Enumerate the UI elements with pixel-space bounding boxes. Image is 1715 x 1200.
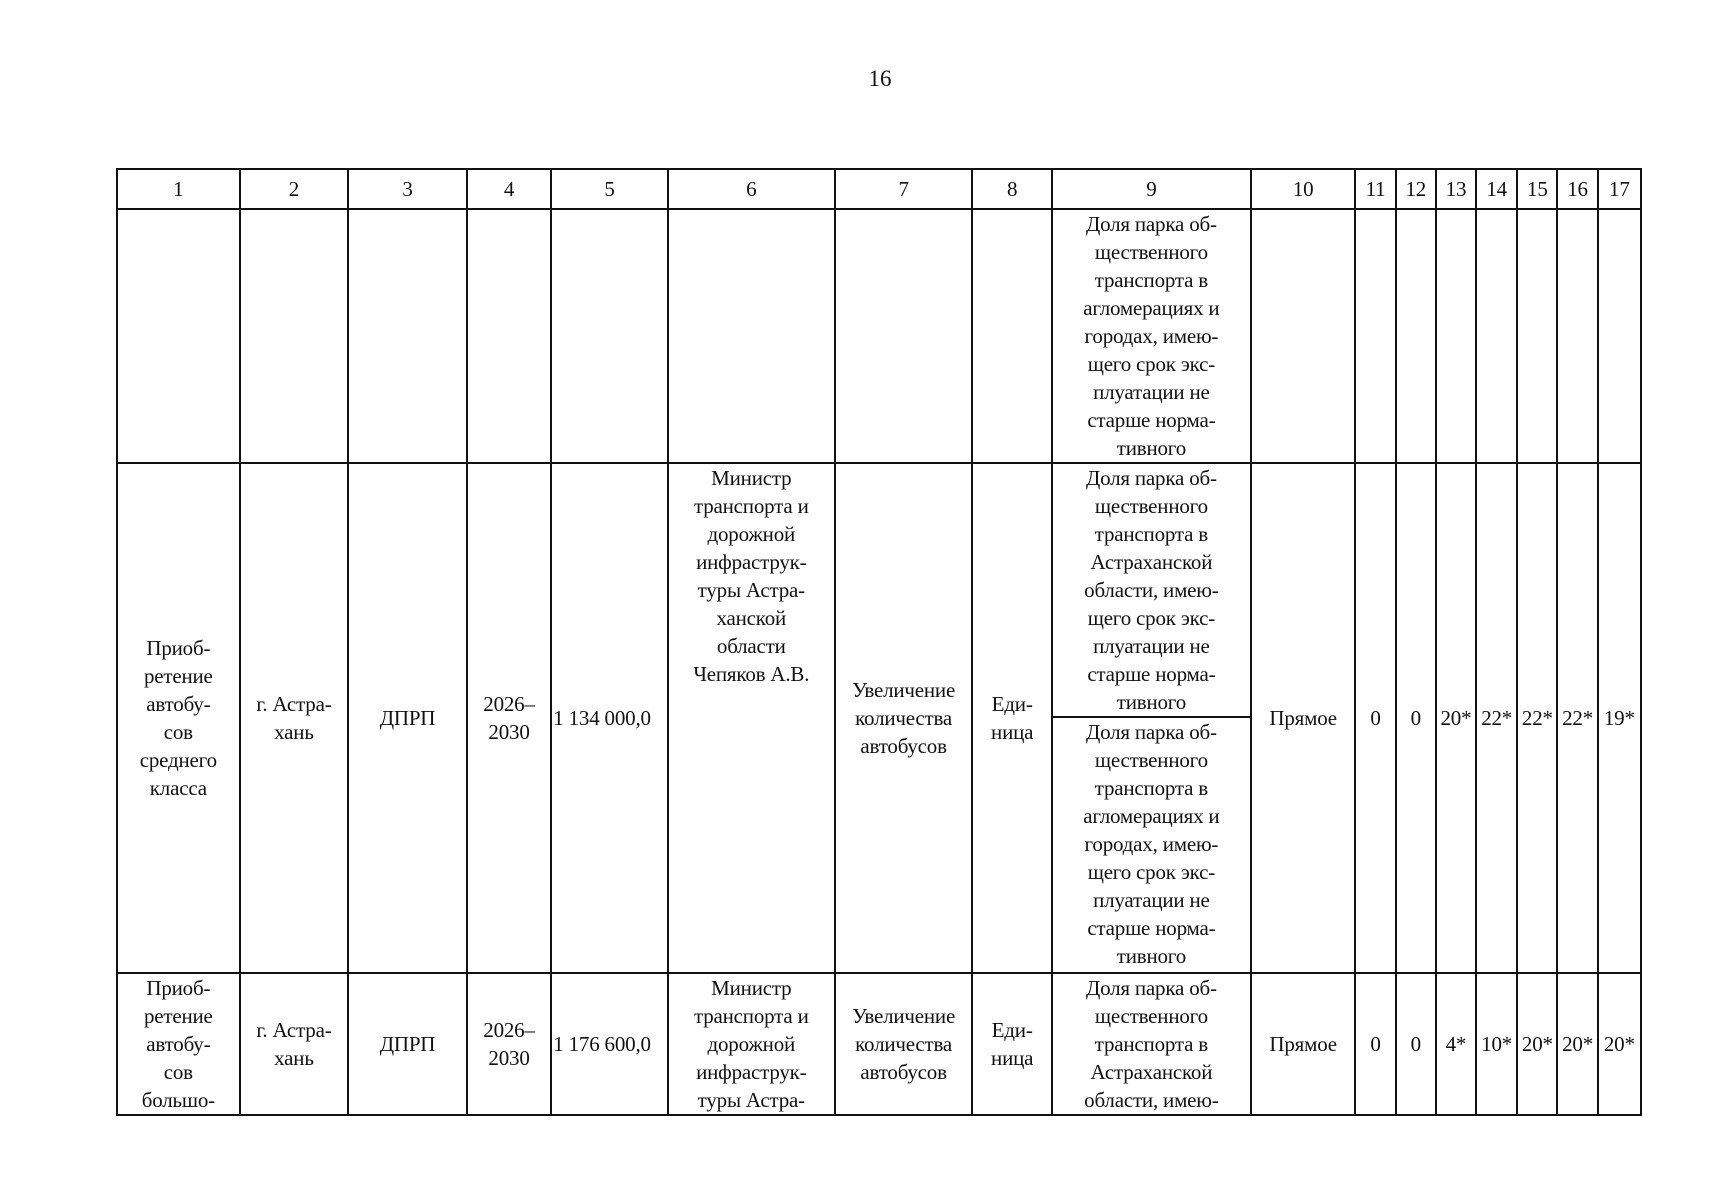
measures-table	[116, 168, 1642, 1116]
column-header: 16	[1557, 169, 1597, 209]
table-cell	[117, 209, 240, 463]
column-header: 5	[551, 169, 668, 209]
responsible-cell: Министр транспорта и дорожной инфраструк- туры Астра- ханской области Чепяков А.В.	[668, 463, 835, 973]
column-header: 15	[1517, 169, 1557, 209]
period-cell: 2026– 2030	[467, 463, 551, 973]
column-header: 7	[835, 169, 973, 209]
indicator-cell: Доля парка об- щественного транспорта в агломерациях и городах, имею- щего срок экс- плуатации не старше норма- тивного	[1052, 209, 1251, 463]
table-cell	[551, 209, 668, 463]
column-header: 3	[348, 169, 467, 209]
location-cell: г. Астра- хань	[240, 973, 349, 1115]
column-header: 10	[1251, 169, 1356, 209]
table-cell	[1517, 209, 1557, 463]
value-cell: 22*	[1557, 463, 1597, 973]
table-row	[117, 463, 1641, 717]
indicator-cell: Доля парка об- щественного транспорта в агломерациях и городах, имею- щего срок экс- плуатации не старше норма- тивного	[1052, 717, 1251, 973]
value-cell: 20*	[1436, 463, 1476, 973]
amount-cell: 1 134 000,0	[551, 463, 668, 973]
executor-cell: ДПРП	[348, 973, 467, 1115]
link-type-cell: Прямое	[1251, 973, 1356, 1115]
table-cell	[972, 209, 1051, 463]
column-header: 2	[240, 169, 349, 209]
column-header: 4	[467, 169, 551, 209]
table-cell	[240, 209, 349, 463]
column-header: 9	[1052, 169, 1251, 209]
table-cell	[1476, 209, 1517, 463]
value-cell: 0	[1396, 463, 1436, 973]
value-cell: 4*	[1436, 973, 1476, 1115]
event-cell: Приоб- ретение автобу- сов большо-	[117, 973, 240, 1115]
indicator-cell: Доля парка об- щественного транспорта в Астраханской области, имею- щего срок экс- плуатации не старше норма- тивного	[1052, 463, 1251, 717]
table-cell	[1598, 209, 1641, 463]
table-row	[117, 973, 1641, 1115]
column-header: 11	[1355, 169, 1395, 209]
table-cell	[1251, 209, 1356, 463]
value-cell: 20*	[1557, 973, 1597, 1115]
event-cell: Приоб- ретение автобу- сов среднего класса	[117, 463, 240, 973]
location-cell: г. Астра- хань	[240, 463, 349, 973]
result-cell: Увеличение количества автобусов	[835, 973, 973, 1115]
table-cell	[668, 209, 835, 463]
table-cell	[1436, 209, 1476, 463]
value-cell: 0	[1355, 973, 1395, 1115]
header-row	[117, 169, 1641, 209]
value-cell: 0	[1355, 463, 1395, 973]
table-cell	[1557, 209, 1597, 463]
column-header: 14	[1476, 169, 1517, 209]
table-cell	[467, 209, 551, 463]
executor-cell: ДПРП	[348, 463, 467, 973]
value-cell: 19*	[1598, 463, 1641, 973]
value-cell: 20*	[1598, 973, 1641, 1115]
link-type-cell: Прямое	[1251, 463, 1356, 973]
period-cell: 2026– 2030	[467, 973, 551, 1115]
responsible-cell: Министр транспорта и дорожной инфраструк- туры Астра-	[668, 973, 835, 1115]
value-cell: 10*	[1476, 973, 1517, 1115]
indicator-cell: Доля парка об- щественного транспорта в Астраханской области, имею-	[1052, 973, 1251, 1115]
table-cell	[1355, 209, 1395, 463]
page-number: 16	[868, 66, 892, 91]
table-cell	[348, 209, 467, 463]
table-cell	[1396, 209, 1436, 463]
column-header: 6	[668, 169, 835, 209]
result-cell: Увеличение количества автобусов	[835, 463, 973, 973]
continuation-row	[117, 209, 1641, 463]
column-header: 13	[1436, 169, 1476, 209]
column-header: 12	[1396, 169, 1436, 209]
amount-cell: 1 176 600,0	[551, 973, 668, 1115]
value-cell: 20*	[1517, 973, 1557, 1115]
unit-cell: Еди- ница	[972, 463, 1051, 973]
column-header: 17	[1598, 169, 1641, 209]
value-cell: 22*	[1517, 463, 1557, 973]
column-header: 8	[972, 169, 1051, 209]
table-cell	[835, 209, 973, 463]
unit-cell: Еди- ница	[972, 973, 1051, 1115]
value-cell: 22*	[1476, 463, 1517, 973]
column-header: 1	[117, 169, 240, 209]
value-cell: 0	[1396, 973, 1436, 1115]
